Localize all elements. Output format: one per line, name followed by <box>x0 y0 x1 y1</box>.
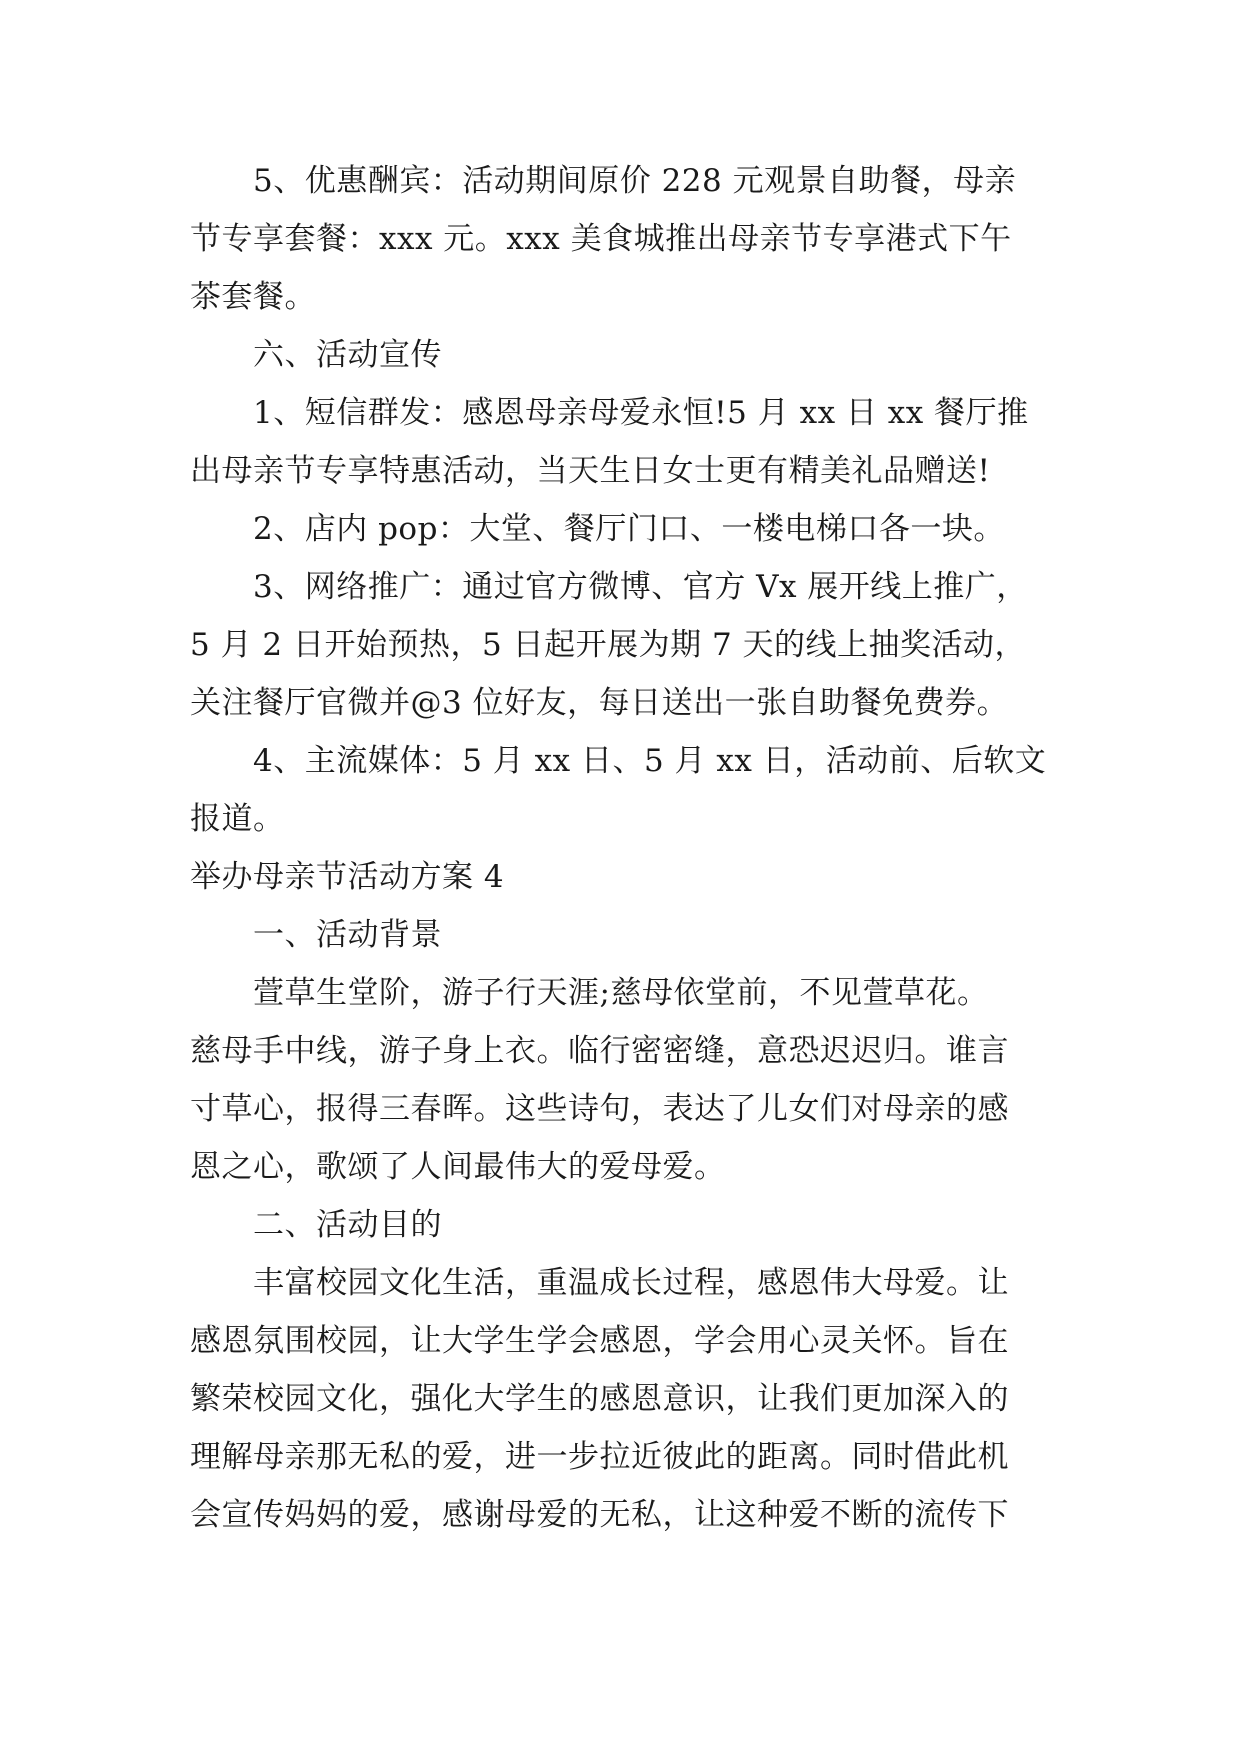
text-line: 萱草生堂阶，游子行天涯;慈母依堂前，不见萱草花。 <box>253 975 989 1011</box>
text-line: 出母亲节专享特惠活动，当天生日女士更有精美礼品赠送! <box>190 453 991 489</box>
text-line: 关注餐厅官微并@3 位好友，每日送出一张自助餐免费券。 <box>190 685 1009 721</box>
text-line: 4、主流媒体：5 月 xx 日、5 月 xx 日，活动前、后软文 <box>253 743 1047 779</box>
text-line: 5、优惠酬宾：活动期间原价 228 元观景自助餐，母亲 <box>253 163 1017 199</box>
text-line: 繁荣校园文化，强化大学生的感恩意识，让我们更加深入的 <box>190 1381 1009 1417</box>
text-line: 2、店内 pop：大堂、餐厅门口、一楼电梯口各一块。 <box>253 511 1005 547</box>
text-line: 报道。 <box>190 801 285 837</box>
text-line: 恩之心，歌颂了人间最伟大的爱母爱。 <box>190 1149 726 1185</box>
text-line: 感恩氛围校园，让大学生学会感恩，学会用心灵关怀。旨在 <box>190 1323 1009 1359</box>
text-line: 寸草心，报得三春晖。这些诗句，表达了儿女们对母亲的感 <box>190 1091 1009 1127</box>
text-line: 会宣传妈妈的爱，感谢母爱的无私，让这种爱不断的流传下 <box>190 1497 1009 1533</box>
text-line: 5 月 2 日开始预热，5 日起开展为期 7 天的线上抽奖活动， <box>190 627 1027 663</box>
section-heading: 一、活动背景 <box>253 917 442 953</box>
document-title: 举办母亲节活动方案 4 <box>190 859 505 895</box>
text-line: 丰富校园文化生活，重温成长过程，感恩伟大母爱。让 <box>253 1265 1009 1301</box>
document-body <box>190 152 1070 1544</box>
text-line: 3、网络推广：通过官方微博、官方 Vx 展开线上推广， <box>253 569 1028 605</box>
section-heading: 二、活动目的 <box>253 1207 442 1243</box>
text-line: 节专享套餐：xxx 元。xxx 美食城推出母亲节专享港式下午 <box>190 221 1012 257</box>
text-line: 茶套餐。 <box>190 279 316 315</box>
text-line: 1、短信群发：感恩母亲母爱永恒!5 月 xx 日 xx 餐厅推 <box>253 395 1029 431</box>
text-line: 慈母手中线，游子身上衣。临行密密缝，意恐迟迟归。谁言 <box>190 1033 1009 1069</box>
text-line: 理解母亲那无私的爱，进一步拉近彼此的距离。同时借此机 <box>190 1439 1009 1475</box>
section-heading: 六、活动宣传 <box>253 337 442 373</box>
